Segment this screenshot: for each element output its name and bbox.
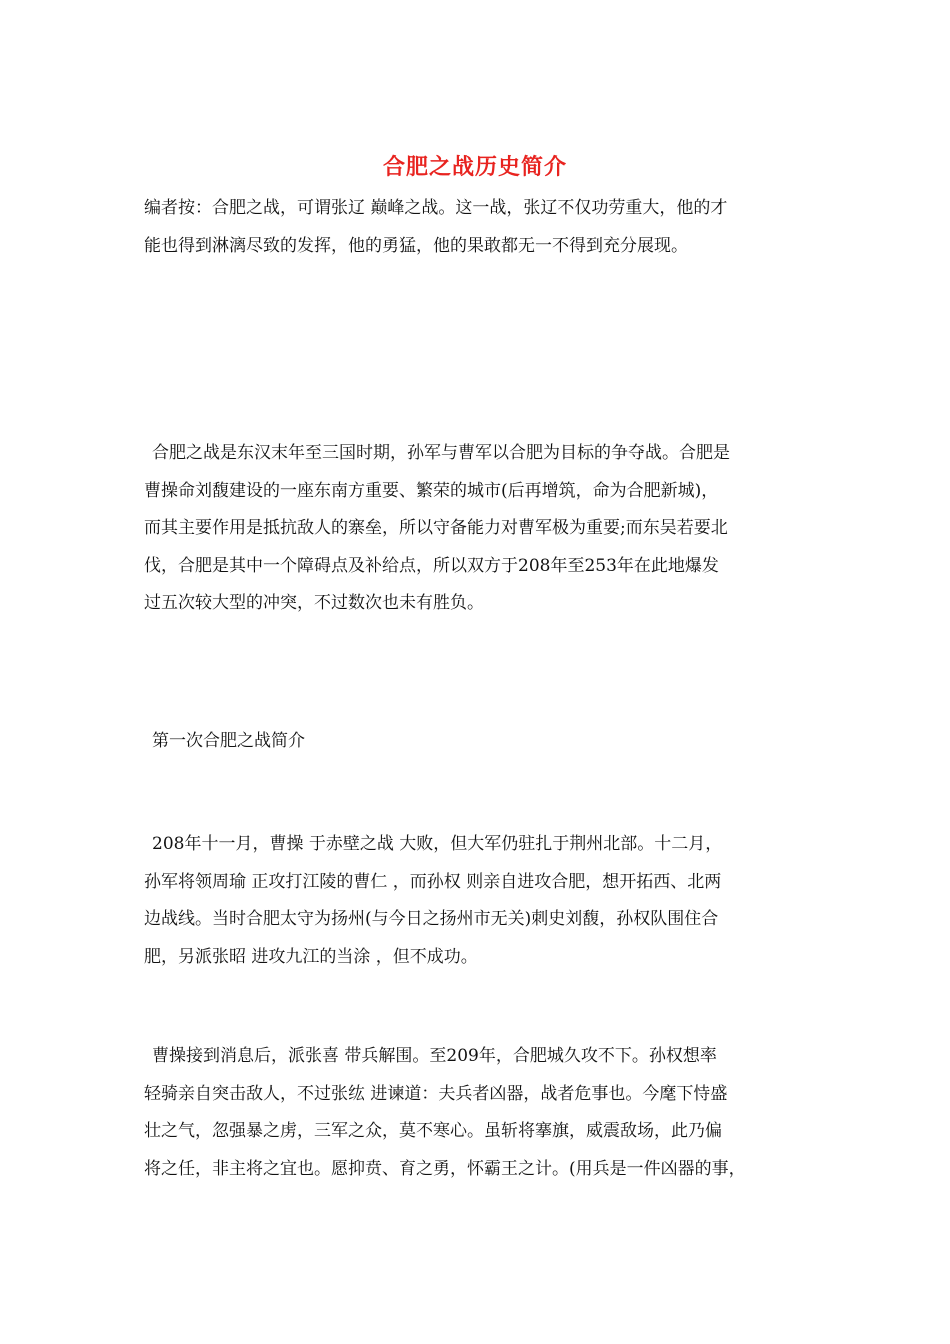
text-line: 合肥之战是东汉末年至三国时期，孙军与曹军以合肥为目标的争夺战。合肥是 — [152, 443, 730, 463]
text-line: 208年十一月，曹操 于赤壁之战 大败，但大军仍驻扎于荆州北部。十二月， — [152, 834, 723, 854]
text-line: 过五次较大型的冲突，不过数次也未有胜负。 — [144, 593, 484, 613]
text-line: 轻骑亲自突击敌人，不过张纮 进谏道：夫兵者凶器，战者危事也。今麾下恃盛 — [144, 1083, 728, 1104]
text-line: 伐，合肥是其中一个障碍点及补给点，所以双方于208年至253年在此地爆发 — [144, 555, 719, 576]
editor-note-paragraph — [144, 190, 824, 265]
text-line: 壮之气，忽强暴之虏，三军之众，莫不寒心。虽斩将搴旗，威震敌场，此乃偏 — [144, 1121, 722, 1141]
section-heading — [144, 723, 824, 761]
text-line: 曹操接到消息后，派张喜 带兵解围。至209年，合肥城久攻不下。孙权想率 — [152, 1046, 717, 1066]
relief-paragraph — [144, 1038, 824, 1188]
text-line: 能也得到淋漓尽致的发挥，他的勇猛，他的果敢都无一不得到充分展现。 — [144, 235, 688, 256]
text-line: 肥，另派张昭 进攻九江的当涂 ，但不成功。 — [144, 946, 478, 967]
text-line: 编者按：合肥之战，可谓张辽 巅峰之战。这一战，张辽不仅功劳重大，他的才 — [144, 198, 728, 218]
text-line: 曹操命刘馥建设的一座东南方重要、繁荣的城市(后再增筑，命为合肥新城)， — [144, 480, 719, 501]
text-line: 边战线。当时合肥太守为扬州(与今日之扬州市无关)刺史刘馥，孙权队围住合 — [144, 909, 719, 929]
document-title: 合肥之战历史简介 — [382, 154, 567, 180]
text-line: 孙军将领周瑜 正攻打江陵的曹仁 ，而孙权 则亲自进攻合肥，想开拓西、北两 — [144, 871, 722, 892]
text-line: 而其主要作用是抵抗敌人的寨垒，所以守备能力对曹军极为重要;而东吴若要北 — [144, 518, 728, 538]
first-battle-paragraph — [144, 826, 824, 976]
text-line: 第一次合肥之战简介 — [152, 731, 305, 751]
text-line: 将之任，非主将之宜也。愿抑贲、育之勇，怀霸王之计。(用兵是一件凶器的事， — [144, 1158, 746, 1179]
overview-paragraph — [144, 435, 824, 623]
